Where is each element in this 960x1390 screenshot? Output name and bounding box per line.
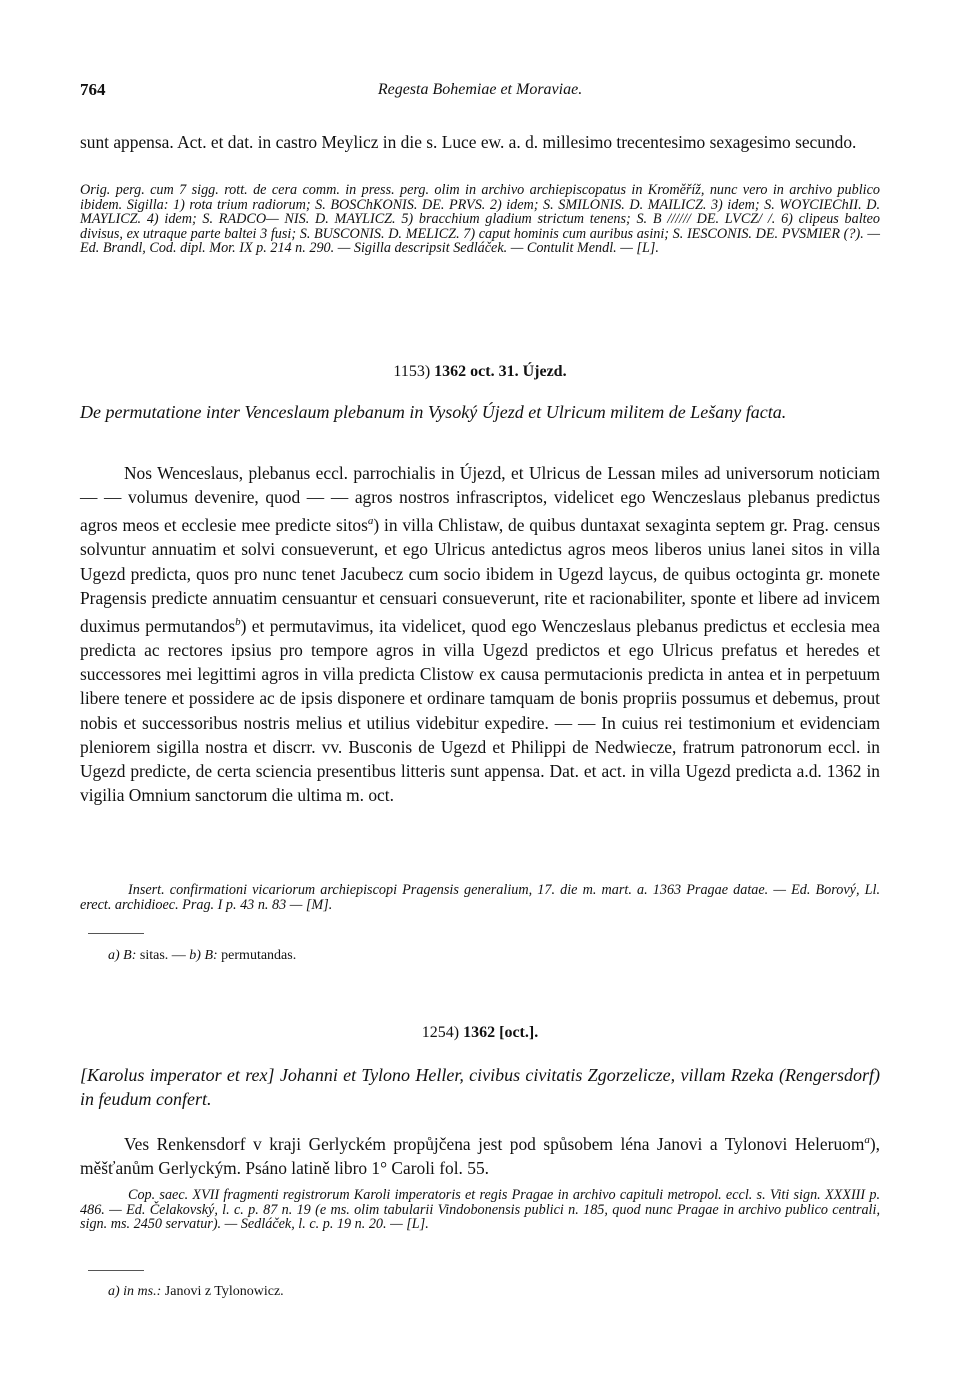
continuation-text: sunt appensa. Act. et dat. in castro Meylicz in die s. Luce ew. a. d. millesimo trecentesimo sexagesimo secundo.: [80, 132, 857, 152]
entry-1153-source-note: Insert. confirmationi vicariorum archiepiscopi Pragensis generalium, 17. die m. mart. a. 1363 Pragae datae. — Ed. Borový, Ll. erect. archidioec. Prag. I p. 43 n. 83 — [M].: [80, 882, 880, 913]
entry-1153-body: Nos Wenceslaus, plebanus eccl. parrochialis in Újezd, et Ulricus de Lessan miles ad universorum noticiam — — volumus devenire, quod — — agros nostros infrascriptos, videlicet ego Wenczeslaus plebanus predictus agros meos et ecclesie mee predicte sitos$^a$) in villa Chlistaw, de quibus duntaxat sexaginta septem gr. Prag. census solvuntur annuatim et solvi consueverunt, et ego Ulricus antedictus agros meos liberos unius lanei sitos in villa Ugezd predicta, quos pro nunc tenet Jacubecz cum socio ibidem in Ugezd laycus, de quibus octoginta gr. monete Pragensis predicte annuatim censuantur et censuari consueverunt, rite et racionabiliter, sponte et libere ad invicem duximus permutandos$^b$) et permutavimus, ita videlicet, quod ego Wenczeslaus plebanus predictus et ecclesia mea predicta ac rectores ipsius pro tempore agros in villa Ugezd predictos et ego Ulricus prefatus et heredes et successores mei legittimi agros in villa predicta Clistow ex causa permutacionis predicta in antea et in perpetuum libere tenere et possidere ac de ipsis disponere et ordinare tamquam de bonis propriis possumus et debemus, prout nobis et successoribus nostris melius et utilius videbitur expedire. — — In cuius rei testimonium et evidenciam pleniorem sigilla nostra et discrr. vv. Busconis de Ugezd et Philippi de Nedwiecze, fratrum patronorum eccl. in Ugezd predicte, de certa sciencia presentibus litteris sunt appensa. Dat. et act. in villa Ugezd predicta a.d. 1362 in vigilia Omnium sanctorum die ultima m. oct.: [80, 463, 880, 806]
footnote-divider: [88, 933, 144, 934]
entry-1254-heading: [80, 1024, 880, 1042]
continuation-source-note: Orig. perg. cum 7 sigg. rott. de cera comm. in press. perg. olim in archivo archiepiscopatus in Kroměříž, nunc vero in archivo publico ibidem. Sigilla: 1) rota trium radiorum; S. BOSChKONIS. DE. PRVS. 2) idem; S. SMILONIS. D. MAILICZ. 3) idem; S. WOYCIEChII. D. MAYLICZ. 4) idem; S. RADCO— NIS. D. MAYLICZ. 5) bracchium gladium strictum tenens; S. B ////// DE. LVCZ/ /. 6) clipeus balteo divisus, ex utraque parte baltei 3 fusi; S. BUSCONIS. D. MELICZ. 7) caput hominis cum auribus asini; S. IESCONIS. DE. PVSMIER (?). — Ed. Brandl, Cod. dipl. Mor. IX p. 214 n. 290. — Sigilla descripsit Sedláček. — Contulit Mendl. — [L].: [80, 182, 880, 257]
entry-1153-heading: [80, 363, 880, 381]
footnote-divider: [88, 1270, 144, 1271]
entry-number: 1254): [421, 1024, 460, 1041]
entry-place: Újezd.: [522, 363, 567, 380]
entry-date-bracket: [oct.].: [499, 1024, 539, 1041]
footnote-b-label: b) B:: [189, 948, 218, 963]
entry-1254-footnotes: [108, 1284, 808, 1300]
entry-number: 1153): [393, 363, 431, 380]
entry-1153-footnotes: [108, 948, 808, 964]
entry-1254-body: Ves Renkensdorf v kraji Gerlyckém propůjčena jest pod spůsobem léna Janovi a Tylonovi Heleruom$^a$), měšťanům Gerlyckým. Psáno latině libro 1° Caroli fol. 55.: [80, 1133, 880, 1178]
footnote-a-text: Janovi z Tylonowicz.: [164, 1284, 284, 1299]
entry-1153-summary: De permutatione inter Venceslaum plebanum in Vysoký Újezd et Ulricum militem de Lešany facta.: [80, 402, 787, 422]
footnote-a-marker: a: [367, 515, 374, 528]
entry-date: 1362 oct. 31.: [434, 363, 519, 380]
footnote-a-label: a) B:: [108, 948, 137, 963]
running-title: Regesta Bohemiae et Moraviae.: [377, 81, 583, 98]
entry-1254-summary: [Karolus imperator et rex] Johanni et Tylono Heller, civibus civitatis Zgorzelicze, villam Rzeka (Rengersdorf) in feudum confert.: [80, 1065, 880, 1109]
footnote-b-text: permutandas.: [221, 948, 297, 963]
footnote-b-marker: b: [235, 616, 241, 629]
page-number: 764: [80, 80, 106, 99]
footnote-a-label: a) in ms.:: [108, 1284, 162, 1299]
footnote-a-marker: a: [864, 1134, 870, 1146]
page-header: [80, 80, 880, 104]
footnote-a-text: sitas. —: [139, 948, 186, 963]
entry-date: 1362: [463, 1024, 496, 1041]
entry-1254-source-note: Cop. saec. XVII fragmenti registrorum Karoli imperatoris et regis Pragae in archivo capituli metropol. eccl. s. Viti sign. XXXIII p. 486. — Ed. Čelakovský, l. c. p. 87 n. 19 (e ms. olim tabularii Vindobonensis publici n. 185, quod nunc Pragae in archivo publico centrali, sign. ms. 2450 servatur). — Sedláček, l. c. p. 19 n. 20. — [L].: [80, 1187, 880, 1233]
